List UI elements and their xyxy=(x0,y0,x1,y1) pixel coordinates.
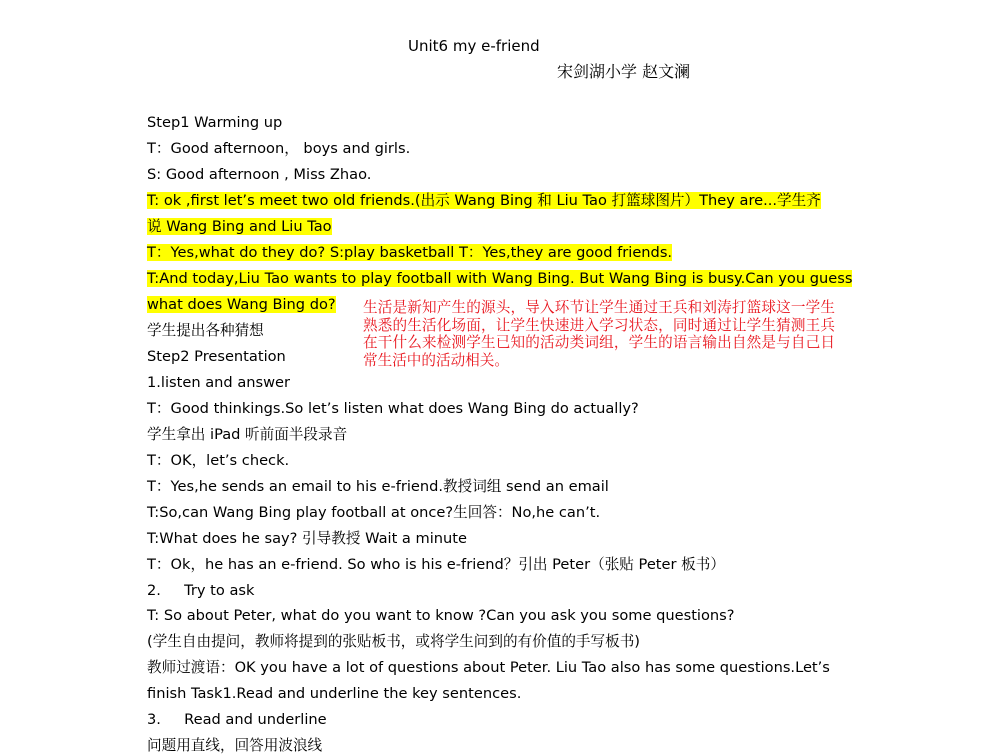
author-line: 宋剑湖小学 赵文澜 xyxy=(557,62,691,81)
dialogue-line: T：Good thinkings.So let’s listen what does Wang Bing do actually? xyxy=(147,400,639,417)
dialogue-line: T: So about Peter, what do you want to know ?Can you ask you some questions? xyxy=(147,607,735,624)
highlighted-line xyxy=(147,216,332,237)
highlighted-text: T：Yes,what do they do? S:play basketball T：Yes,they are good friends. xyxy=(147,244,673,261)
highlighted-line xyxy=(147,190,821,211)
body-line: 学生拿出 iPad 听前面半段录音 xyxy=(147,426,348,443)
highlighted-text: 说 Wang Bing and Liu Tao xyxy=(147,218,332,235)
body-line: 教师过渡语：OK you have a lot of questions about Peter. Liu Tao also has some questions.Let’s xyxy=(147,659,830,676)
body-line: finish Task1.Read and underline the key sentences. xyxy=(147,685,522,702)
dialogue-line: S: Good afternoon , Miss Zhao. xyxy=(147,166,372,183)
section-heading: 1.listen and answer xyxy=(147,374,291,391)
dialogue-line: T:What does he say? 引导教授 Wait a minute xyxy=(147,530,467,547)
red-annotation: 生活是新知产生的源头，导入环节让学生通过王兵和刘涛打篮球这一学生熟悉的生活化场面，让学生快速进入学习状态，同时通过让学生猜测王兵在干什么来检测学生已知的活动类词组，学生的语言输出自然是与自己日常生活中的活动相关。 xyxy=(363,299,835,369)
highlighted-text: T:And today,Liu Tao wants to play football with Wang Bing. But Wang Bing is busy.Can you guess xyxy=(147,270,853,287)
section-heading: 2. Try to ask xyxy=(147,582,255,599)
body-line: 问题用直线，回答用波浪线 xyxy=(147,737,323,754)
section-heading: 3. Read and underline xyxy=(147,711,327,728)
highlighted-text: T: ok ,first let’s meet two old friends.(出示 Wang Bing 和 Liu Tao 打篮球图片）They are...学生齐 xyxy=(147,192,821,209)
body-line: 学生提出各种猜想 xyxy=(147,322,264,339)
step1-heading: Step1 Warming up xyxy=(147,114,283,131)
dialogue-line: T：OK，let’s check. xyxy=(147,452,290,469)
highlighted-line xyxy=(147,268,852,289)
document-title: Unit6 my e-friend xyxy=(408,37,540,55)
highlighted-line xyxy=(147,242,672,263)
highlighted-text: what does Wang Bing do? xyxy=(147,296,336,313)
dialogue-line: T：Good afternoon， boys and girls. xyxy=(147,140,411,157)
dialogue-line: T：Ok，he has an e-friend. So who is his e-friend？引出 Peter（张贴 Peter 板书） xyxy=(147,556,725,573)
dialogue-line: T:So,can Wang Bing play football at once?生回答：No,he can’t. xyxy=(147,504,601,521)
dialogue-line: T：Yes,he sends an email to his e-friend.教授词组 send an email xyxy=(147,478,609,495)
step2-heading: Step2 Presentation xyxy=(147,348,286,365)
highlighted-line xyxy=(147,294,336,315)
body-line: (学生自由提问，教师将提到的张贴板书，或将学生问到的有价值的手写板书) xyxy=(147,633,640,650)
